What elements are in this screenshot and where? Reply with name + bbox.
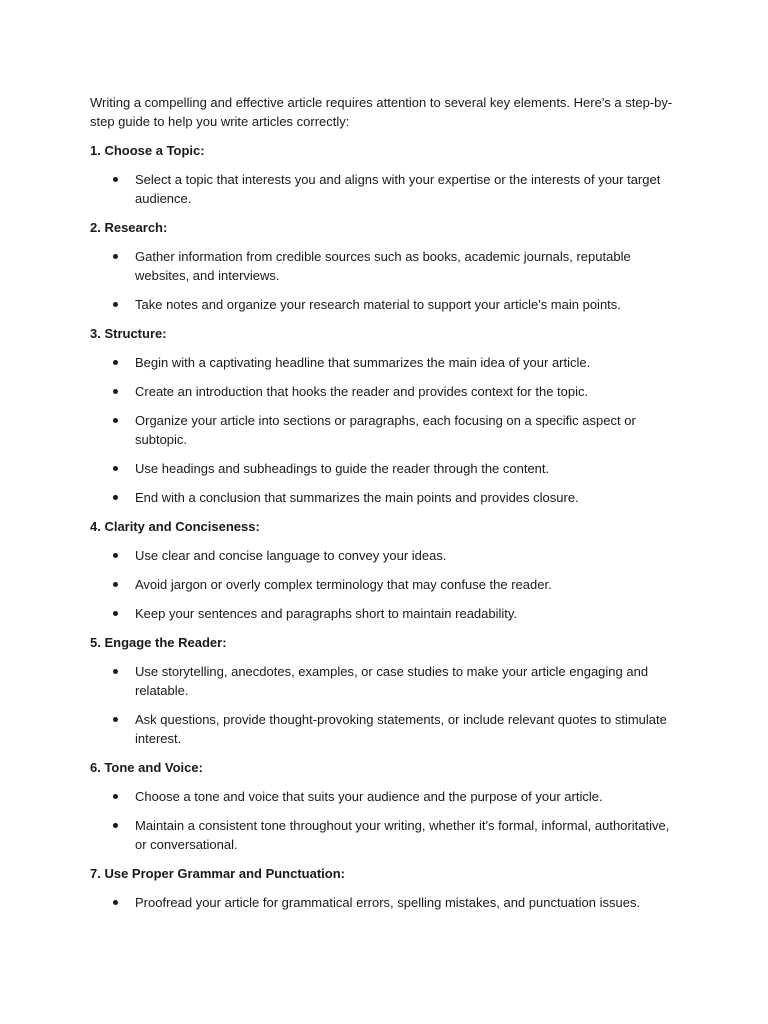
bullet-icon xyxy=(113,418,118,423)
list-item xyxy=(90,575,680,594)
list-item-text: Ask questions, provide thought-provoking statements, or include relevant quotes to stimulate interest. xyxy=(135,712,667,746)
section-heading: 1. Choose a Topic: xyxy=(90,143,205,158)
list-item xyxy=(90,353,680,372)
section-heading: 7. Use Proper Grammar and Punctuation: xyxy=(90,866,346,881)
list-item xyxy=(90,459,680,478)
list-item-text: Choose a tone and voice that suits your audience and the purpose of your article. xyxy=(135,789,603,804)
bullet-icon xyxy=(113,553,118,558)
bullet-icon xyxy=(113,360,118,365)
list-item xyxy=(90,247,680,285)
bullet-icon xyxy=(113,302,118,307)
section-heading: 5. Engage the Reader: xyxy=(90,635,227,650)
section-heading: 2. Research: xyxy=(90,220,168,235)
bullet-icon xyxy=(113,611,118,616)
list-item-text: Take notes and organize your research material to support your article's main points. xyxy=(135,297,621,312)
section-heading: 4. Clarity and Conciseness: xyxy=(90,519,260,534)
bullet-icon xyxy=(113,669,118,674)
bullet-list xyxy=(90,662,680,748)
bullet-list xyxy=(90,170,680,208)
intro-paragraph: Writing a compelling and effective article requires attention to several key elements. Here's a step-by-step guide to help you write articles correctly: xyxy=(90,95,673,129)
list-item-text: Organize your article into sections or paragraphs, each focusing on a specific aspect or subtopic. xyxy=(135,413,636,447)
bullet-list xyxy=(90,546,680,623)
list-item-text: Keep your sentences and paragraphs short to maintain readability. xyxy=(135,606,518,621)
bullet-icon xyxy=(113,495,118,500)
list-item xyxy=(90,170,680,208)
list-item xyxy=(90,382,680,401)
bullet-icon xyxy=(113,177,118,182)
bullet-list xyxy=(90,353,680,507)
list-item xyxy=(90,488,680,507)
section-heading: 6. Tone and Voice: xyxy=(90,760,203,775)
list-item-text: Gather information from credible sources such as books, academic journals, reputable websites, and interviews. xyxy=(135,249,631,283)
list-item-text: Use storytelling, anecdotes, examples, or case studies to make your article engaging and relatable. xyxy=(135,664,649,698)
sections-container xyxy=(90,141,680,912)
bullet-icon xyxy=(113,389,118,394)
bullet-list xyxy=(90,893,680,912)
list-item xyxy=(90,295,680,314)
bullet-icon xyxy=(113,717,118,722)
list-item-text: Use headings and subheadings to guide the reader through the content. xyxy=(135,461,550,476)
list-item-text: Proofread your article for grammatical errors, spelling mistakes, and punctuation issues. xyxy=(135,895,641,910)
bullet-list xyxy=(90,247,680,314)
bullet-icon xyxy=(113,794,118,799)
bullet-list xyxy=(90,787,680,854)
bullet-icon xyxy=(113,466,118,471)
list-item-text: Maintain a consistent tone throughout your writing, whether it's formal, informal, authoritative, or conversational. xyxy=(135,818,670,852)
list-item-text: End with a conclusion that summarizes the main points and provides closure. xyxy=(135,490,579,505)
list-item xyxy=(90,546,680,565)
list-item-text: Select a topic that interests you and aligns with your expertise or the interests of your target audience. xyxy=(135,172,661,206)
list-item xyxy=(90,604,680,623)
list-item-text: Create an introduction that hooks the reader and provides context for the topic. xyxy=(135,384,589,399)
bullet-icon xyxy=(113,900,118,905)
list-item xyxy=(90,787,680,806)
list-item xyxy=(90,411,680,449)
list-item-text: Use clear and concise language to convey your ideas. xyxy=(135,548,447,563)
bullet-icon xyxy=(113,254,118,259)
section-heading: 3. Structure: xyxy=(90,326,167,341)
list-item-text: Avoid jargon or overly complex terminology that may confuse the reader. xyxy=(135,577,552,592)
list-item-text: Begin with a captivating headline that summarizes the main idea of your article. xyxy=(135,355,591,370)
list-item xyxy=(90,816,680,854)
bullet-icon xyxy=(113,823,118,828)
list-item xyxy=(90,893,680,912)
list-item xyxy=(90,710,680,748)
bullet-icon xyxy=(113,582,118,587)
list-item xyxy=(90,662,680,700)
